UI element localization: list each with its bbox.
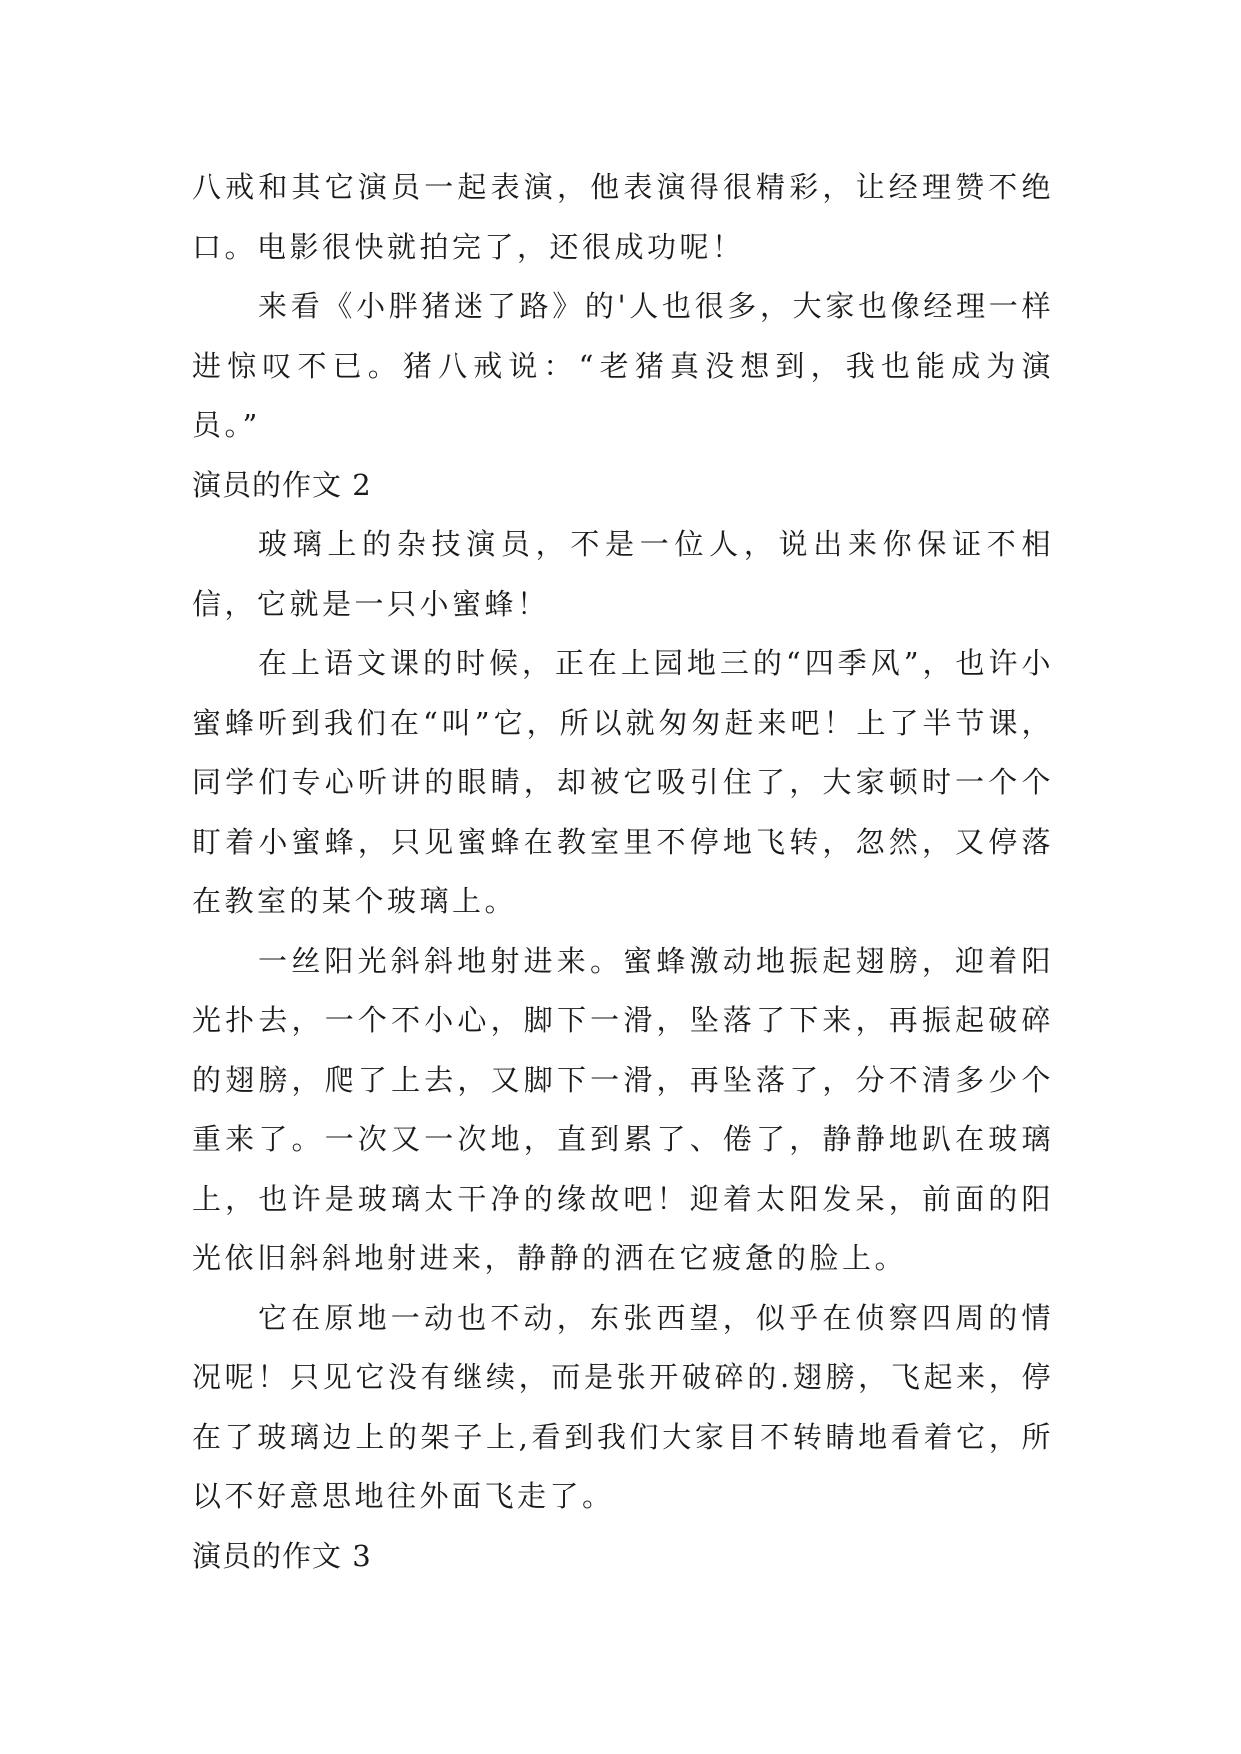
paragraph-2: 来看《小胖猪迷了路》的'人也很多，大家也像经理一样进惊叹不已。猪八戒说：“老猪真没想到，我也能成为演员。” xyxy=(192,289,1054,442)
document-body xyxy=(192,158,1054,1586)
paragraph-3: 玻璃上的杂技演员，不是一位人，说出来你保证不相信，它就是一只小蜜蜂！ xyxy=(192,527,1054,621)
paragraph-1: 八戒和其它演员一起表演，他表演得很精彩，让经理赞不绝口。电影很快就拍完了，还很成功呢！ xyxy=(192,170,1054,264)
section-heading-2: 演员的作文 2 xyxy=(192,467,372,502)
section-heading-3: 演员的作文 3 xyxy=(192,1538,372,1573)
paragraph-5: 一丝阳光斜斜地射进来。蜜蜂激动地振起翅膀，迎着阳光扑去，一个不小心，脚下一滑，坠落了下来，再振起破碎的翅膀，爬了上去，又脚下一滑，再坠落了，分不清多少个重来了。一次又一次地，直到累了、倦了，静静地趴在玻璃上，也许是玻璃太干净的缘故吧！迎着太阳发呆，前面的阳光依旧斜斜地射进来，静静的洒在它疲惫的脸上。 xyxy=(192,943,1054,1275)
paragraph-6: 它在原地一动也不动，东张西望，似乎在侦察四周的情况呢！只见它没有继续，而是张开破碎的.翅膀，飞起来，停在了玻璃边上的架子上,看到我们大家目不转睛地看着它，所以不好意思地往外面飞走了。 xyxy=(192,1300,1054,1513)
paragraph-4: 在上语文课的时候，正在上园地三的“四季风”，也许小蜜蜂听到我们在“叫”它，所以就匆匆赶来吧！上了半节课，同学们专心听讲的眼睛，却被它吸引住了，大家顿时一个个盯着小蜜蜂，只见蜜蜂在教室里不停地飞转，忽然，又停落在教室的某个玻璃上。 xyxy=(192,646,1054,918)
